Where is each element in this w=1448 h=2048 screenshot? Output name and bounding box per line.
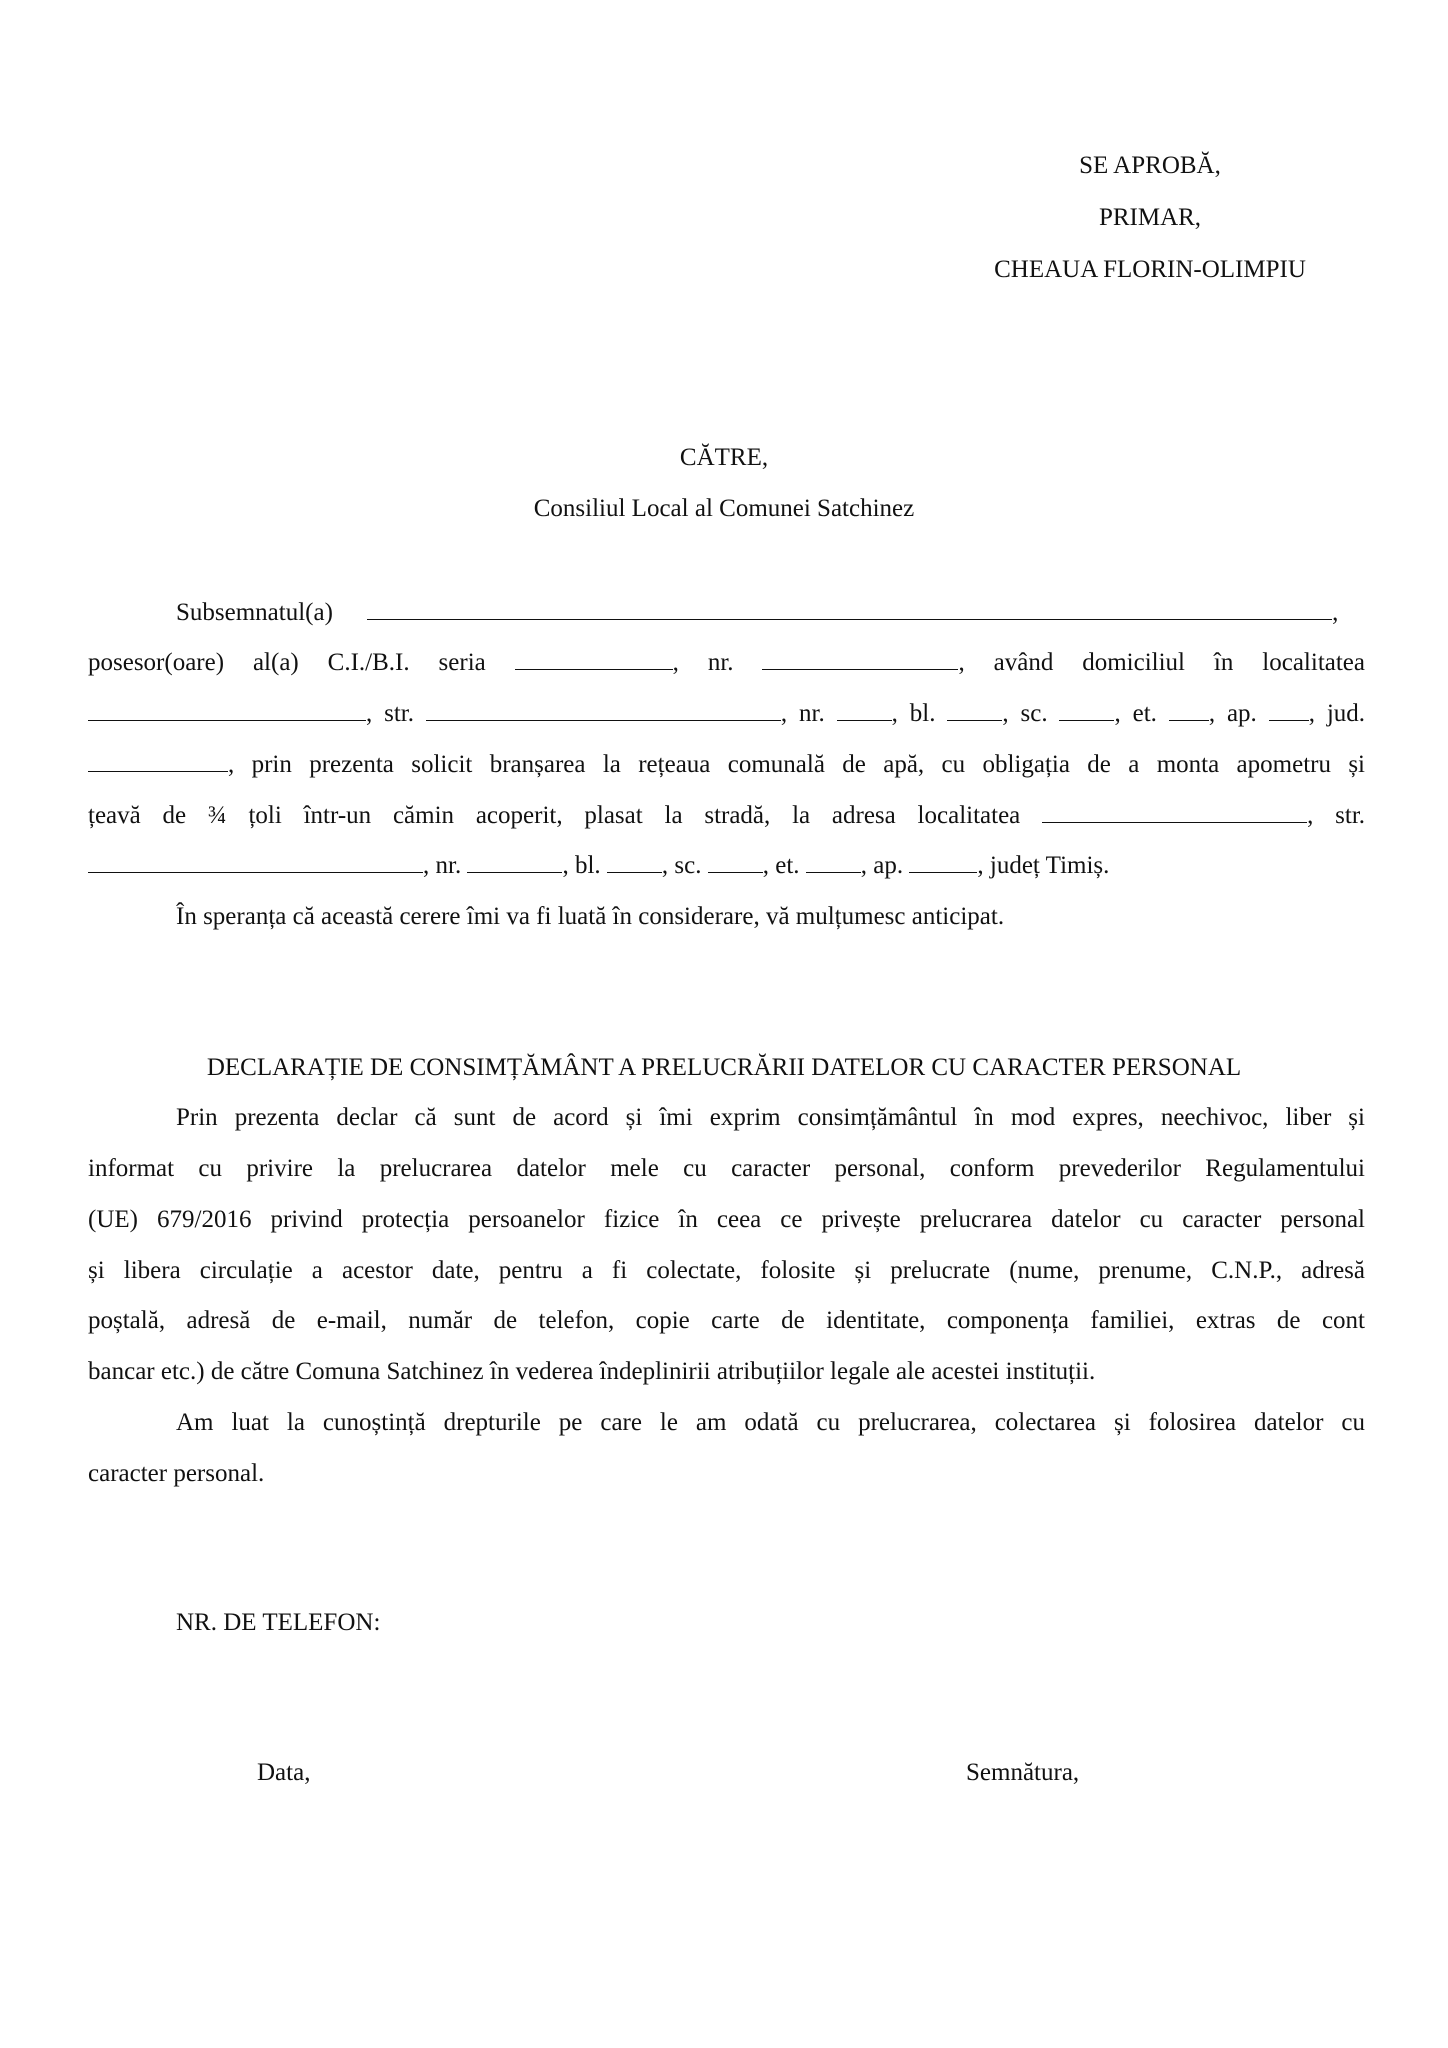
id-series-field[interactable]: [515, 651, 673, 670]
connection-floor-field[interactable]: [806, 854, 861, 873]
id-number-field[interactable]: [762, 651, 958, 670]
domicile-number-field[interactable]: [837, 702, 892, 721]
domicile-locality-field[interactable]: [88, 702, 366, 721]
request-line-5: țeavă de ¾ țoli într-un cămin acoperit, plasat la stradă, la adresa localitatea , str.: [88, 802, 1366, 829]
signature-label: Semnătura,: [966, 1759, 1080, 1786]
approval-line: SE APROBĂ,: [1079, 152, 1221, 179]
declaration-p2-line: caracter personal.: [88, 1460, 265, 1487]
connection-apartment-field[interactable]: [909, 854, 977, 873]
request-line-4: , prin prezenta solicit branșarea la rețeaua comunală de apă, cu obligația de a monta apometru și: [88, 752, 1365, 777]
declaration-p1-line: Prin prezenta declar că sunt de acord și îmi exprim consimțământul în mod expres, neechivoc, liber și: [176, 1104, 1365, 1131]
domicile-street-field[interactable]: [426, 702, 781, 721]
approval-block: [960, 140, 1440, 296]
request-line-6: , nr. , bl. , sc. , et. , ap. , județ Timiș.: [88, 853, 1365, 878]
request-line-1: Subsemnatul(a) ,: [176, 599, 1339, 626]
declaration-p1-line: și libera circulație a acestor date, pentru a fi colectate, folosite și prelucrate (nume, prenume, C.N.P., adresă: [88, 1257, 1365, 1284]
mayor-title: PRIMAR,: [1098, 204, 1202, 231]
domicile-block-field[interactable]: [947, 702, 1002, 721]
request-line-2: posesor(oare) al(a) C.I./B.I. seria , nr. , având domiciliul în localitatea: [88, 649, 1365, 676]
phone-label: NR. DE TELEFON:: [176, 1609, 381, 1636]
domicile-stair-field[interactable]: [1059, 702, 1114, 721]
connection-block-field[interactable]: [607, 854, 662, 873]
domicile-county-field[interactable]: [88, 753, 228, 772]
connection-locality-field[interactable]: [1042, 804, 1307, 823]
declaration-p1-line: poștală, adresă de e-mail, număr de telefon, copie carte de identitate, componența familiei, extras de cont: [88, 1307, 1365, 1334]
declaration-title: DECLARAȚIE DE CONSIMȚĂMÂNT A PRELUCRĂRII DATELOR CU CARACTER PERSONAL: [206, 1054, 1242, 1081]
addressee-council: Consiliul Local al Comunei Satchinez: [533, 495, 915, 522]
declaration-p1-line: bancar etc.) de către Comuna Satchinez în vederea îndeplinirii atribuțiilor legale ale acestei instituții.: [88, 1358, 1096, 1385]
domicile-apartment-field[interactable]: [1269, 702, 1309, 721]
connection-street-field[interactable]: [88, 854, 423, 873]
request-closing: În speranța că această cerere îmi va fi luată în considerare, vă mulțumesc anticipat.: [176, 903, 1005, 930]
connection-stair-field[interactable]: [708, 854, 763, 873]
declaration-p1-line: informat cu privire la prelucrarea datelor mele cu caracter personal, conform prevederilor Regulamentului: [88, 1155, 1365, 1182]
request-line-3: , str. , nr. , bl. , sc. , et. , ap. , jud.: [88, 701, 1365, 726]
addressee-to: CĂTRE,: [679, 444, 769, 471]
subsemnatul-label: Subsemnatul(a): [176, 599, 333, 626]
mayor-name: CHEAUA FLORIN-OLIMPIU: [994, 256, 1306, 283]
connection-number-field[interactable]: [467, 854, 562, 873]
declaration-p2-line: Am luat la cunoștință drepturile pe care le am odată cu prelucrarea, colectarea și folosirea datelor cu: [176, 1409, 1365, 1436]
domicile-floor-field[interactable]: [1169, 702, 1209, 721]
date-label: Data,: [257, 1759, 311, 1786]
declaration-p1-line: (UE) 679/2016 privind protecția persoanelor fizice în ceea ce privește prelucrarea datelor cu caracter personal: [88, 1206, 1365, 1233]
name-field[interactable]: [367, 601, 1332, 620]
